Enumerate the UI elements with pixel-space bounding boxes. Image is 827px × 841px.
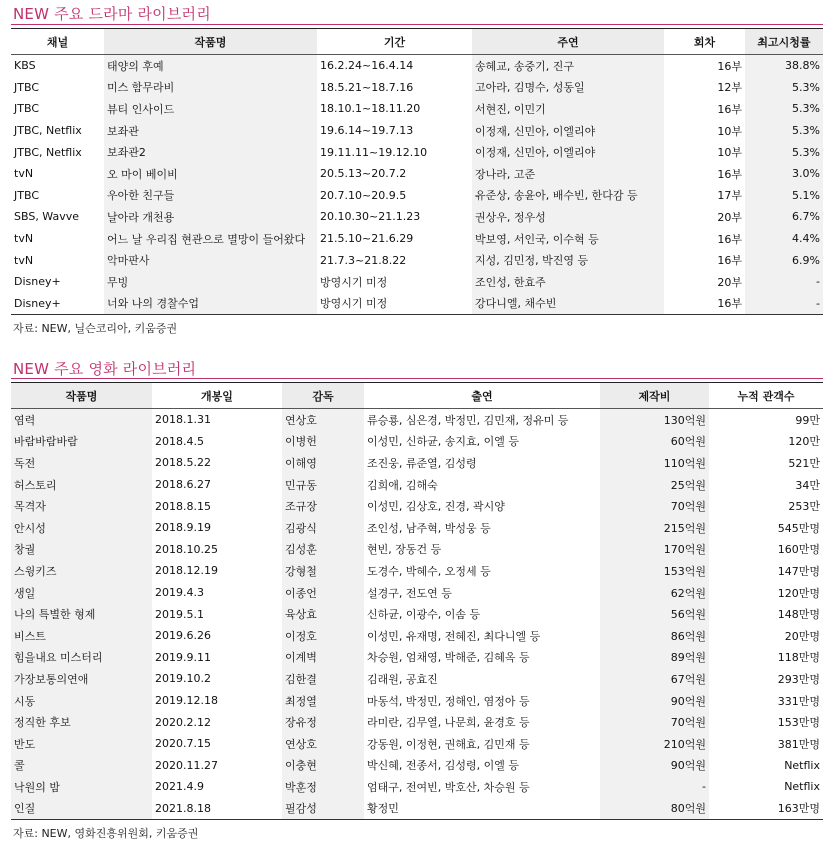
table-cell: tvN: [14, 232, 34, 246]
table-cell: 147만명: [777, 564, 820, 578]
table-cell: 2018.6.27: [155, 478, 211, 492]
table-cell: 이성민, 유재명, 전혜진, 최다니엘 등: [367, 629, 541, 643]
table-cell: Netflix: [784, 780, 820, 794]
column-header: 주연: [472, 29, 664, 54]
table-cell: 16부: [717, 59, 742, 73]
table-cell: JTBC: [14, 80, 39, 94]
table-cell: 5.3%: [745, 77, 823, 99]
table-cell: 62억원: [600, 582, 709, 604]
table-cell: 2019.10.2: [155, 672, 211, 686]
table-row: [11, 98, 823, 120]
table-cell: 이해영: [282, 452, 364, 474]
table-cell: 콜: [11, 755, 152, 777]
drama-table: [11, 28, 823, 315]
table-cell: 2021.4.9: [155, 780, 204, 794]
table-cell: 태양의 후예: [104, 55, 317, 77]
table-row: [11, 603, 823, 625]
table-bottom-rule: [11, 314, 823, 315]
table-cell: 생일: [11, 582, 152, 604]
table-cell: 박훈정: [282, 776, 364, 798]
table-row: [11, 560, 823, 582]
table-cell: 민규동: [282, 474, 364, 496]
table-cell: 바람바람바람: [11, 431, 152, 453]
table-cell: 2019.6.26: [155, 629, 211, 643]
table-cell: 조인성, 남주혁, 박성웅 등: [367, 521, 491, 535]
table-cell: 20.10.30~21.1.23: [320, 210, 421, 224]
table-cell: -: [600, 776, 709, 798]
table-cell: 최정열: [282, 690, 364, 712]
table-cell: 10부: [717, 146, 742, 160]
table-cell: 설경구, 전도연 등: [367, 586, 452, 600]
table-header: [11, 382, 823, 409]
table-cell: JTBC, Netflix: [14, 145, 82, 159]
table-row: [11, 293, 823, 315]
table-cell: 5.3%: [745, 98, 823, 120]
table-cell: 이성민, 김상호, 진경, 곽시양: [367, 500, 505, 514]
table-cell: 가장보통의연애: [11, 668, 152, 690]
table-row: [11, 271, 823, 293]
column-header: 작품명: [104, 29, 317, 54]
table-row: [11, 776, 823, 798]
column-header: 출연: [364, 383, 600, 408]
table-cell: 이병헌: [282, 431, 364, 453]
table-cell: 방영시기 미정: [320, 297, 388, 311]
table-cell: 보좌관2: [104, 141, 317, 163]
table-cell: 장유정: [282, 711, 364, 733]
table-cell: 2018.9.19: [155, 521, 211, 535]
column-header: 개봉일: [152, 383, 282, 408]
table-cell: 21.5.10~21.6.29: [320, 232, 414, 246]
table-cell: 153억원: [600, 560, 709, 582]
table-cell: 12부: [717, 81, 742, 95]
table-cell: 이계벽: [282, 647, 364, 669]
table-cell: 황정민: [367, 802, 399, 816]
table-cell: 목격자: [11, 495, 152, 517]
table-cell: 도경수, 박혜수, 오정세 등: [367, 564, 491, 578]
table-row: [11, 163, 823, 185]
column-header: 누적 관객수: [709, 383, 823, 408]
table-cell: 86억원: [600, 625, 709, 647]
table-cell: 381만명: [777, 737, 820, 751]
table-cell: 필감성: [282, 798, 364, 820]
table-cell: 80억원: [600, 798, 709, 820]
table-cell: 253만: [788, 500, 820, 514]
table-cell: 2019.4.3: [155, 586, 204, 600]
table-cell: 90억원: [600, 755, 709, 777]
table-row: [11, 539, 823, 561]
table-row: [11, 625, 823, 647]
table-cell: 이정재, 신민아, 이엘리야: [472, 120, 664, 142]
table-cell: 16부: [717, 297, 742, 311]
table-cell: 2019.9.11: [155, 650, 211, 664]
table-cell: 이정호: [282, 625, 364, 647]
table-cell: 545만명: [777, 521, 820, 535]
table-cell: 미스 함무라비: [104, 77, 317, 99]
table-row: [11, 733, 823, 755]
table-cell: 2020.11.27: [155, 758, 218, 772]
column-header: 채널: [11, 29, 104, 54]
table-cell: 김광식: [282, 517, 364, 539]
table-cell: 20부: [717, 275, 742, 289]
table-cell: 비스트: [11, 625, 152, 647]
table-cell: 6.7%: [745, 206, 823, 228]
table-cell: JTBC, Netflix: [14, 124, 82, 138]
table-cell: 90억원: [600, 690, 709, 712]
table-cell: KBS: [14, 59, 36, 73]
table-cell: 조진웅, 류준열, 김성령: [367, 456, 477, 470]
table-cell: 김래원, 공효진: [367, 672, 438, 686]
table-cell: 331만명: [777, 694, 820, 708]
table-cell: 스윙키즈: [11, 560, 152, 582]
table-cell: 2018.4.5: [155, 434, 204, 448]
table-cell: 고아라, 김명수, 성동일: [472, 77, 664, 99]
table-cell: 20부: [717, 210, 742, 224]
table-cell: 창궐: [11, 539, 152, 561]
table-cell: 25억원: [600, 474, 709, 496]
table-cell: 방영시기 미정: [320, 275, 388, 289]
table-cell: 16부: [717, 167, 742, 181]
table-cell: 60억원: [600, 431, 709, 453]
table-cell: 이성민, 신하균, 송지효, 이엘 등: [367, 435, 519, 449]
table-cell: 송혜교, 송중기, 진구: [472, 55, 664, 77]
table-cell: 김한결: [282, 668, 364, 690]
table-cell: 박보영, 서인국, 이수혁 등: [472, 228, 664, 250]
table-cell: 2018.10.25: [155, 542, 218, 556]
table-cell: 5.1%: [745, 185, 823, 207]
table-cell: 조규장: [282, 495, 364, 517]
drama-section-title: NEW 주요 드라마 라이브러리: [13, 5, 211, 23]
table-cell: 박신혜, 전종서, 김성령, 이엘 등: [367, 759, 519, 773]
table-cell: Disney+: [14, 296, 61, 310]
table-cell: 2019.5.1: [155, 607, 204, 621]
table-cell: 21.7.3~21.8.22: [320, 253, 407, 267]
table-row: [11, 77, 823, 99]
table-cell: 권상우, 정우성: [472, 206, 664, 228]
table-cell: 악마판사: [104, 249, 317, 271]
table-cell: 보좌관: [104, 120, 317, 142]
table-cell: tvN: [14, 167, 34, 181]
column-header: 회차: [664, 29, 745, 54]
table-cell: 엄태구, 전여빈, 박호산, 차승원 등: [367, 780, 530, 794]
table-cell: 16부: [717, 102, 742, 116]
table-cell: 이종언: [282, 582, 364, 604]
table-row: [11, 711, 823, 733]
table-row: [11, 495, 823, 517]
table-cell: 강형철: [282, 560, 364, 582]
table-cell: 10부: [717, 124, 742, 138]
table-row: [11, 431, 823, 453]
table-cell: 반도: [11, 733, 152, 755]
movie-section-title: NEW 주요 영화 라이브러리: [13, 360, 197, 378]
drama-source-note: 자료: NEW, 닐슨코리아, 키움증권: [13, 322, 178, 335]
table-cell: 허스토리: [11, 474, 152, 496]
table-cell: 유준상, 송윤아, 배수빈, 한다감 등: [472, 185, 664, 207]
table-cell: Disney+: [14, 275, 61, 289]
drama-title-rule: [11, 24, 823, 25]
table-cell: 너와 나의 경찰수업: [104, 293, 317, 315]
table-cell: -: [745, 293, 823, 315]
table-cell: 무빙: [104, 271, 317, 293]
table-cell: 4.4%: [745, 228, 823, 250]
table-cell: Netflix: [784, 758, 820, 772]
table-cell: 5.3%: [745, 120, 823, 142]
table-cell: 김성훈: [282, 539, 364, 561]
table-cell: 160만명: [777, 543, 820, 557]
table-cell: 독전: [11, 452, 152, 474]
table-cell: 170억원: [600, 539, 709, 561]
table-cell: 오 마이 베이비: [104, 163, 317, 185]
table-cell: 김희애, 김해숙: [367, 478, 438, 492]
table-header: [11, 28, 823, 55]
table-cell: 정직한 후보: [11, 711, 152, 733]
table-cell: 2018.5.22: [155, 456, 211, 470]
table-cell: 2018.8.15: [155, 499, 211, 513]
table-cell: 염력: [11, 409, 152, 431]
table-row: [11, 755, 823, 777]
table-row: [11, 141, 823, 163]
table-cell: 어느 날 우리집 현관으로 멸망이 들어왔다: [104, 228, 317, 250]
table-cell: 육상효: [282, 603, 364, 625]
table-cell: 서현진, 이민기: [472, 98, 664, 120]
table-row: [11, 228, 823, 250]
table-cell: 215억원: [600, 517, 709, 539]
movie-title-rule: [11, 378, 823, 379]
table-row: [11, 474, 823, 496]
table-cell: 120만명: [777, 586, 820, 600]
column-header: 제작비: [600, 383, 709, 408]
table-cell: JTBC: [14, 188, 39, 202]
table-cell: 70억원: [600, 711, 709, 733]
table-row: [11, 409, 823, 431]
table-cell: 521만: [788, 456, 820, 470]
table-cell: 시동: [11, 690, 152, 712]
table-cell: -: [745, 271, 823, 293]
table-cell: 마동석, 박정민, 정해인, 염정아 등: [367, 694, 530, 708]
column-header: 작품명: [11, 383, 152, 408]
table-cell: 이충현: [282, 755, 364, 777]
table-row: [11, 647, 823, 669]
table-cell: 16부: [717, 232, 742, 246]
table-cell: 89억원: [600, 647, 709, 669]
table-cell: 2020.7.15: [155, 737, 211, 751]
table-cell: 70억원: [600, 495, 709, 517]
table-cell: 210억원: [600, 733, 709, 755]
table-cell: 56억원: [600, 603, 709, 625]
table-row: [11, 668, 823, 690]
table-cell: 낙원의 밤: [11, 776, 152, 798]
table-cell: 강동원, 이정현, 권해효, 김민재 등: [367, 737, 530, 751]
table-cell: 2018.12.19: [155, 564, 218, 578]
table-row: [11, 55, 823, 77]
table-cell: 99만: [795, 413, 820, 427]
table-cell: 19.11.11~19.12.10: [320, 145, 428, 159]
movie-source-note: 자료: NEW, 영화진흥위원회, 키움증권: [13, 827, 199, 840]
table-cell: 110억원: [600, 452, 709, 474]
table-cell: 293만명: [777, 672, 820, 686]
table-cell: 인질: [11, 798, 152, 820]
table-cell: 이정재, 신민아, 이엘리야: [472, 141, 664, 163]
table-row: [11, 798, 823, 820]
table-row: [11, 690, 823, 712]
table-cell: 18.10.1~18.11.20: [320, 102, 421, 116]
table-cell: 18.5.21~18.7.16: [320, 80, 414, 94]
table-row: [11, 206, 823, 228]
table-cell: 날아라 개천용: [104, 206, 317, 228]
table-cell: 장나라, 고준: [472, 163, 664, 185]
table-cell: 우아한 친구들: [104, 185, 317, 207]
table-cell: 16부: [717, 254, 742, 268]
table-cell: 나의 특별한 형제: [11, 603, 152, 625]
table-cell: 2018.1.31: [155, 413, 211, 427]
table-cell: 지성, 김민정, 박진영 등: [472, 249, 664, 271]
table-cell: 67억원: [600, 668, 709, 690]
table-cell: 현빈, 장동건 등: [367, 543, 442, 557]
table-cell: 118만명: [777, 651, 820, 665]
table-cell: 연상호: [282, 409, 364, 431]
table-cell: 17부: [717, 189, 742, 203]
table-cell: 148만명: [777, 608, 820, 622]
table-cell: 2020.2.12: [155, 715, 211, 729]
table-cell: 차승원, 엄채영, 박해준, 김혜옥 등: [367, 651, 530, 665]
table-bottom-rule: [11, 819, 823, 820]
table-cell: 라미란, 김무열, 나문희, 윤경호 등: [367, 716, 530, 730]
table-cell: SBS, Wavve: [14, 210, 80, 224]
movie-table: [11, 382, 823, 820]
table-row: [11, 517, 823, 539]
column-header: 감독: [282, 383, 364, 408]
table-cell: 120만: [788, 435, 820, 449]
table-cell: 20만명: [784, 629, 820, 643]
table-cell: 2019.12.18: [155, 694, 218, 708]
table-cell: 힘을내요 미스터리: [11, 647, 152, 669]
table-row: [11, 249, 823, 271]
table-cell: 130억원: [600, 409, 709, 431]
table-cell: 38.8%: [745, 55, 823, 77]
table-cell: 2021.8.18: [155, 801, 211, 815]
table-cell: 조인성, 한효주: [472, 271, 664, 293]
table-cell: 신하균, 이광수, 이솜 등: [367, 608, 481, 622]
table-row: [11, 120, 823, 142]
table-cell: 6.9%: [745, 249, 823, 271]
table-row: [11, 582, 823, 604]
table-cell: 153만명: [777, 716, 820, 730]
table-cell: 류승룡, 심은경, 박정민, 김민재, 정유미 등: [367, 413, 569, 427]
table-cell: JTBC: [14, 102, 39, 116]
table-cell: tvN: [14, 253, 34, 267]
table-cell: 3.0%: [745, 163, 823, 185]
table-cell: 강다니엘, 채수빈: [472, 293, 664, 315]
table-cell: 안시성: [11, 517, 152, 539]
table-cell: 뷰티 인사이드: [104, 98, 317, 120]
table-cell: 20.5.13~20.7.2: [320, 167, 407, 181]
table-cell: 연상호: [282, 733, 364, 755]
table-cell: 5.3%: [745, 141, 823, 163]
column-header: 최고시청률: [745, 29, 823, 54]
table-cell: 20.7.10~20.9.5: [320, 188, 407, 202]
table-cell: 34만: [795, 478, 820, 492]
table-cell: 163만명: [777, 802, 820, 816]
table-cell: 19.6.14~19.7.13: [320, 124, 414, 138]
table-cell: 16.2.24~16.4.14: [320, 59, 414, 73]
table-row: [11, 185, 823, 207]
column-header: 기간: [317, 29, 472, 54]
table-row: [11, 452, 823, 474]
